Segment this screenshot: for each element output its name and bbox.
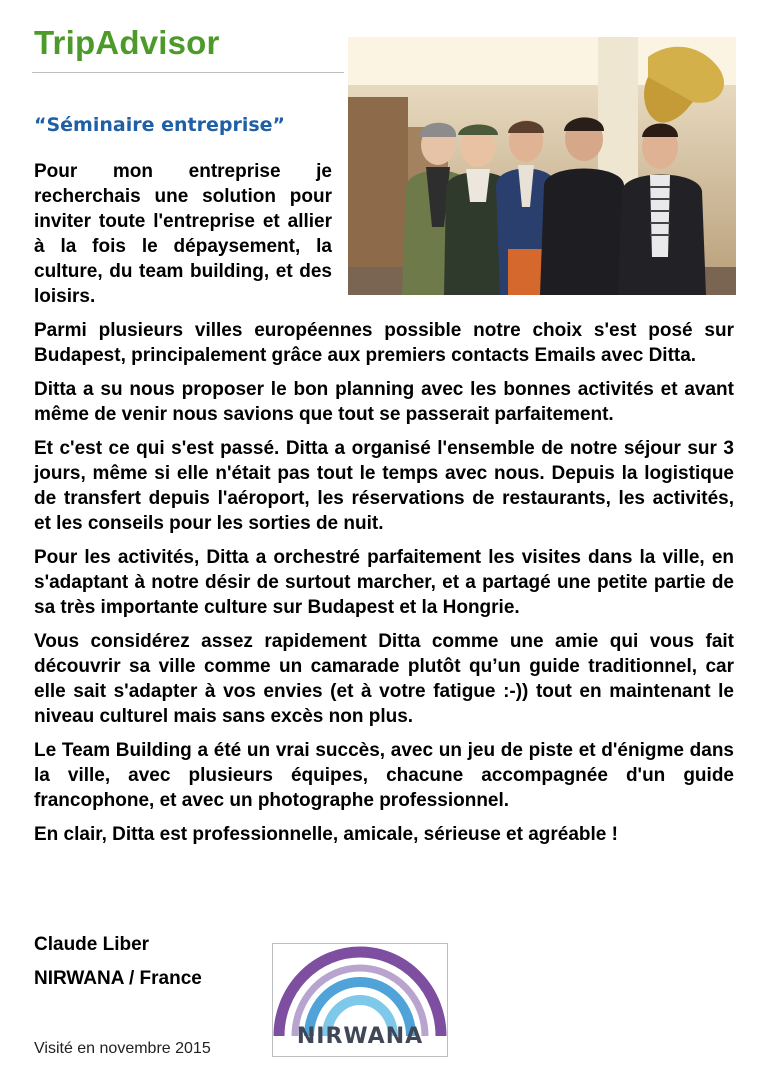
review-paragraph: Vous considérez assez rapidement Ditta comme une amie qui vous fait découvrir sa ville comme un camarade plutôt qu’un guide traditionnel, car elle sait s'adapter à vos envies (et à votre fatigue :-)) tout en maintenant le niveau culturel mais sans excès non plus. — [34, 631, 734, 727]
review-title: “Séminaire entreprise” — [34, 114, 286, 136]
brand-title: TripAdvisor — [34, 24, 220, 61]
review-paragraph: Le Team Building a été un vrai succès, avec un jeu de piste et d'énigme dans la ville, avec plusieurs équipes, chacune accompagnée d'un guide francophone, et avec un photographe professionnel. — [34, 740, 734, 811]
review-paragraph: Et c'est ce qui s'est passé. Ditta a organisé l'ensemble de notre séjour sur 3 jours, même si elle n'était pas tout le temps avec nous. Depuis la logistique de transfert depuis l'aéroport, les réservations de restaurants, les activités, et les conseils pour les sorties de nuit. — [34, 438, 734, 534]
review-conclusion: En clair, Ditta est professionnelle, amicale, sérieuse et agréable ! — [34, 824, 618, 845]
review-paragraph: Parmi plusieurs villes européennes possible notre choix s'est posé sur Budapest, principalement grâce aux premiers contacts Emails avec Ditta. — [34, 320, 734, 366]
logo-wordmark: NIRWANA — [296, 1024, 424, 1049]
review-body — [34, 318, 734, 856]
nirwana-logo — [272, 943, 448, 1057]
title-divider — [32, 72, 344, 73]
review-paragraph: Ditta a su nous proposer le bon planning avec les bonnes activités et avant même de venir nous savions que tout se passerait parfaitement. — [34, 379, 734, 425]
review-intro: Pour mon entreprise je recherchais une solution pour inviter toute l'entreprise et allier à la fois le dépaysement, la culture, du team building, et des loisirs. — [34, 161, 332, 307]
review-author: Claude Liber — [34, 934, 150, 955]
review-paragraph: Pour les activités, Ditta a orchestré parfaitement les visites dans la ville, en s'adaptant à notre désir de surtout marcher, et a partagé une petite partie de sa très importante culture sur Budapest et la Hongrie. — [34, 547, 734, 618]
visit-date: Visité en novembre 2015 — [34, 1040, 211, 1057]
group-photo — [348, 37, 736, 295]
review-company: NIRWANA / France — [34, 968, 202, 989]
